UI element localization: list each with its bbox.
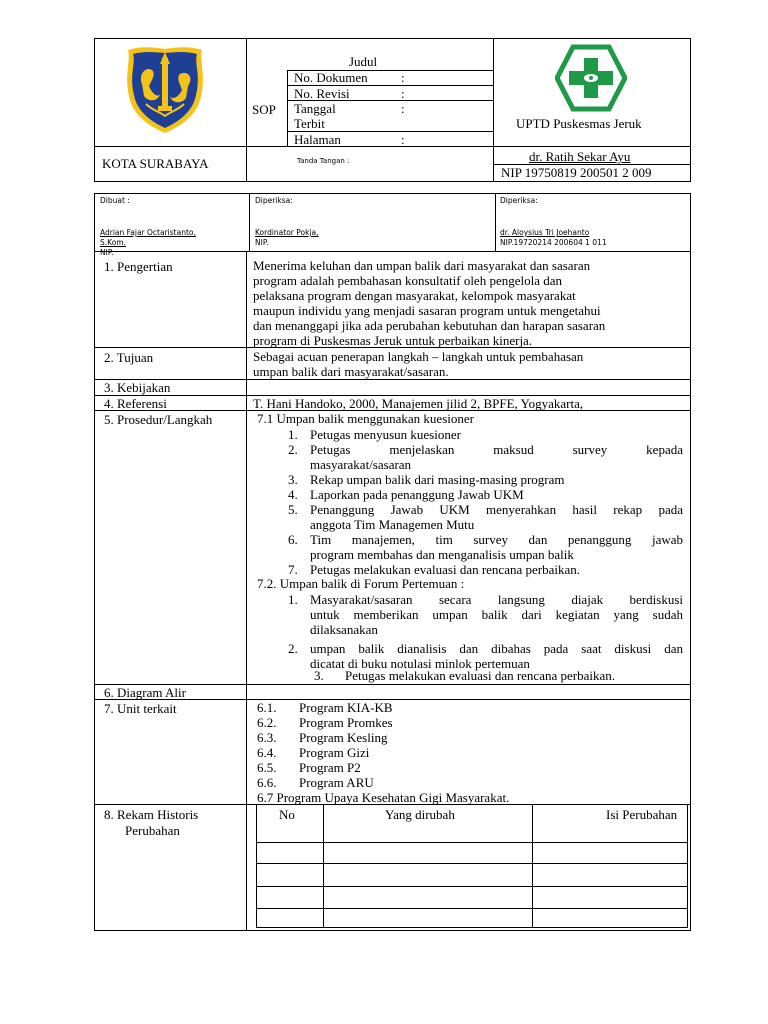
no-dokumen-label: No. Dokumen	[294, 70, 368, 85]
history-col-content: Isi Perubahan	[606, 807, 678, 822]
diperiksa2-name: dr. Aloysius Tri Joehanto	[500, 228, 590, 237]
list-number: 6.2.	[257, 715, 277, 730]
unit-terkait-list	[257, 700, 677, 805]
list-text: Program KIA-KB	[299, 700, 393, 715]
sop-label: SOP	[252, 102, 276, 117]
list-number: 6.3.	[257, 730, 277, 745]
list-item	[288, 562, 683, 577]
list-text: Tim manajemen, tim survey dan penanggung jawab	[310, 532, 683, 547]
no-revisi-label: No. Revisi	[294, 86, 350, 101]
section-2-label: 2. Tujuan	[104, 350, 154, 365]
list-item	[257, 775, 677, 790]
city-name: KOTA SURABAYA	[102, 156, 209, 171]
list-number: 2.	[288, 442, 298, 457]
dibuat-name-line1: Adrian Fajar Octaristanto,	[100, 228, 196, 237]
section-4-text: T. Hani Handoko, 2000, Manajemen jilid 2, BPFE, Yogyakarta,	[253, 396, 584, 411]
list-text: Program Gizi	[299, 745, 370, 760]
list-text: Penanggung Jawab UKM menyerahkan hasil rekap pada	[310, 502, 683, 517]
document-title-label: Judul	[349, 54, 378, 69]
s2-line: umpan balik dari masyarakat/sasaran.	[253, 364, 449, 379]
list-text: umpan balik dianalisis dan dibahas pada saat diskusi dan	[310, 641, 683, 656]
procedure-7-2-list	[288, 592, 683, 671]
list-item	[288, 427, 683, 442]
list-item	[288, 532, 683, 562]
procedure-7-1-list	[288, 427, 683, 577]
section-8-label-line1: 8. Rekam Historis	[104, 807, 199, 822]
diperiksa2-nip: NIP.19720214 200604 1 011	[500, 238, 607, 247]
list-item	[288, 641, 683, 671]
list-number: 6.1.	[257, 700, 277, 715]
halaman-label: Halaman	[294, 132, 341, 147]
section-1-label: 1. Pengertian	[104, 259, 173, 274]
section-4-label: 4. Referensi	[104, 396, 167, 411]
head-name: dr. Ratih Sekar Ayu	[529, 149, 631, 164]
list-number: 1.	[288, 592, 298, 607]
org-name: UPTD Puskesmas Jeruk	[516, 116, 642, 131]
list-item	[288, 502, 683, 532]
list-number: 6.5.	[257, 760, 277, 775]
section-8-label-line2: Perubahan	[125, 823, 180, 838]
list-number: 7.	[288, 562, 298, 577]
list-number: 5.	[288, 502, 298, 517]
section-7-label: 7. Unit terkait	[104, 701, 177, 716]
list-number: 6.	[288, 532, 298, 547]
dibuat-label: Dibuat :	[100, 196, 130, 205]
list-text: Petugas melakukan evaluasi dan rencana perbaikan.	[345, 668, 615, 683]
diperiksa1-label: Diperiksa:	[255, 196, 293, 205]
s1-line: program di Puskesmas Jeruk untuk perbaikan kinerja.	[253, 333, 533, 348]
s1-line: Menerima keluhan dan umpan balik dari masyarakat dan sasaran	[253, 258, 591, 273]
section-2-text	[253, 349, 684, 379]
terbit-label: Terbit	[294, 116, 325, 131]
tanggal-colon: :	[401, 101, 405, 116]
list-item	[257, 745, 677, 760]
section-5-label: 5. Prosedur/Langkah	[104, 412, 213, 427]
list-text: dilaksanakan	[310, 622, 378, 637]
s1-line: maupun individu yang menjadi sasaran program untuk mengetahui	[253, 303, 601, 318]
list-text: program membahas dan menganalisis umpan balik	[310, 547, 574, 562]
s1-line: pelaksana program dengan masyarakat, kelompok masyarakat	[253, 288, 576, 303]
list-text: anggota Tim Managemen Mutu	[310, 517, 475, 532]
list-text: untuk memberikan umpan balik dari kegiatan yang sudah	[310, 607, 683, 622]
no-dokumen-colon: :	[401, 70, 405, 85]
list-text: Program Promkes	[299, 715, 393, 730]
list-text: Program P2	[299, 760, 361, 775]
list-text: masyarakat/sasaran	[310, 457, 412, 472]
s1-line: program adalah pembahasan konsultatif oleh pengelola dan	[253, 273, 563, 288]
list-text: dicatat di buku notulasi minlok pertemuan	[310, 656, 530, 671]
list-number: 6.4.	[257, 745, 277, 760]
list-item	[257, 700, 677, 715]
diperiksa1-name: Kordinator Pokja,	[255, 228, 319, 237]
diperiksa1-nip: NIP.	[255, 238, 269, 247]
list-item: 6.7 Program Upaya Kesehatan Gigi Masyarakat.	[257, 790, 510, 805]
section-3-label: 3. Kebijakan	[104, 380, 171, 395]
list-text: Rekap umpan balik dari masing-masing program	[310, 472, 565, 487]
tanggal-label: Tanggal	[294, 101, 336, 116]
surabaya-crest-icon	[122, 44, 208, 136]
list-item	[257, 730, 677, 745]
history-col-no: No	[279, 807, 295, 822]
list-number: 2.	[288, 641, 298, 656]
list-text: Program ARU	[299, 775, 374, 790]
list-item	[257, 760, 677, 775]
list-text: Petugas menjelaskan maksud survey kepada	[310, 442, 683, 457]
list-item	[257, 715, 677, 730]
list-item	[288, 442, 683, 472]
puskesmas-cross-icon	[555, 44, 627, 112]
list-text: Masyarakat/sasaran secara langsung diajak berdiskusi	[310, 592, 683, 607]
list-item	[288, 487, 683, 502]
list-text: Petugas menyusun kuesioner	[310, 427, 461, 442]
history-col-changed: Yang dirubah	[385, 807, 455, 822]
list-item	[288, 472, 683, 487]
list-item	[288, 592, 683, 637]
signature-label: Tanda Tangan :	[297, 157, 350, 165]
section-1-text	[253, 258, 684, 348]
list-text: Program Kesling	[299, 730, 388, 745]
list-text: Petugas melakukan evaluasi dan rencana perbaikan.	[310, 562, 580, 577]
no-revisi-colon: :	[401, 86, 405, 101]
procedure-7-1-heading: 7.1 Umpan balik menggunakan kuesioner	[257, 411, 474, 426]
section-6-label: 6. Diagram Alir	[104, 685, 186, 700]
halaman-colon: :	[401, 132, 405, 147]
list-number: 3.	[314, 668, 324, 683]
dibuat-nip: NIP.	[100, 248, 114, 257]
list-number: 1.	[288, 427, 298, 442]
diperiksa2-label: Diperiksa:	[500, 196, 538, 205]
list-number: 6.6.	[257, 775, 277, 790]
procedure-7-2-heading: 7.2. Umpan balik di Forum Pertemuan :	[257, 576, 465, 591]
dibuat-name-line2: S.Kom.	[100, 238, 126, 247]
head-nip: NIP 19750819 200501 2 009	[501, 165, 652, 180]
s1-line: dan menanggapi jika ada perubahan kebutuhan dan harapan sasaran	[253, 318, 606, 333]
history-table	[256, 804, 688, 928]
s2-line: Sebagai acuan penerapan langkah – langkah untuk pembahasan	[253, 349, 584, 364]
list-text: Laporkan pada penanggung Jawab UKM	[310, 487, 524, 502]
list-number: 3.	[288, 472, 298, 487]
list-number: 4.	[288, 487, 298, 502]
